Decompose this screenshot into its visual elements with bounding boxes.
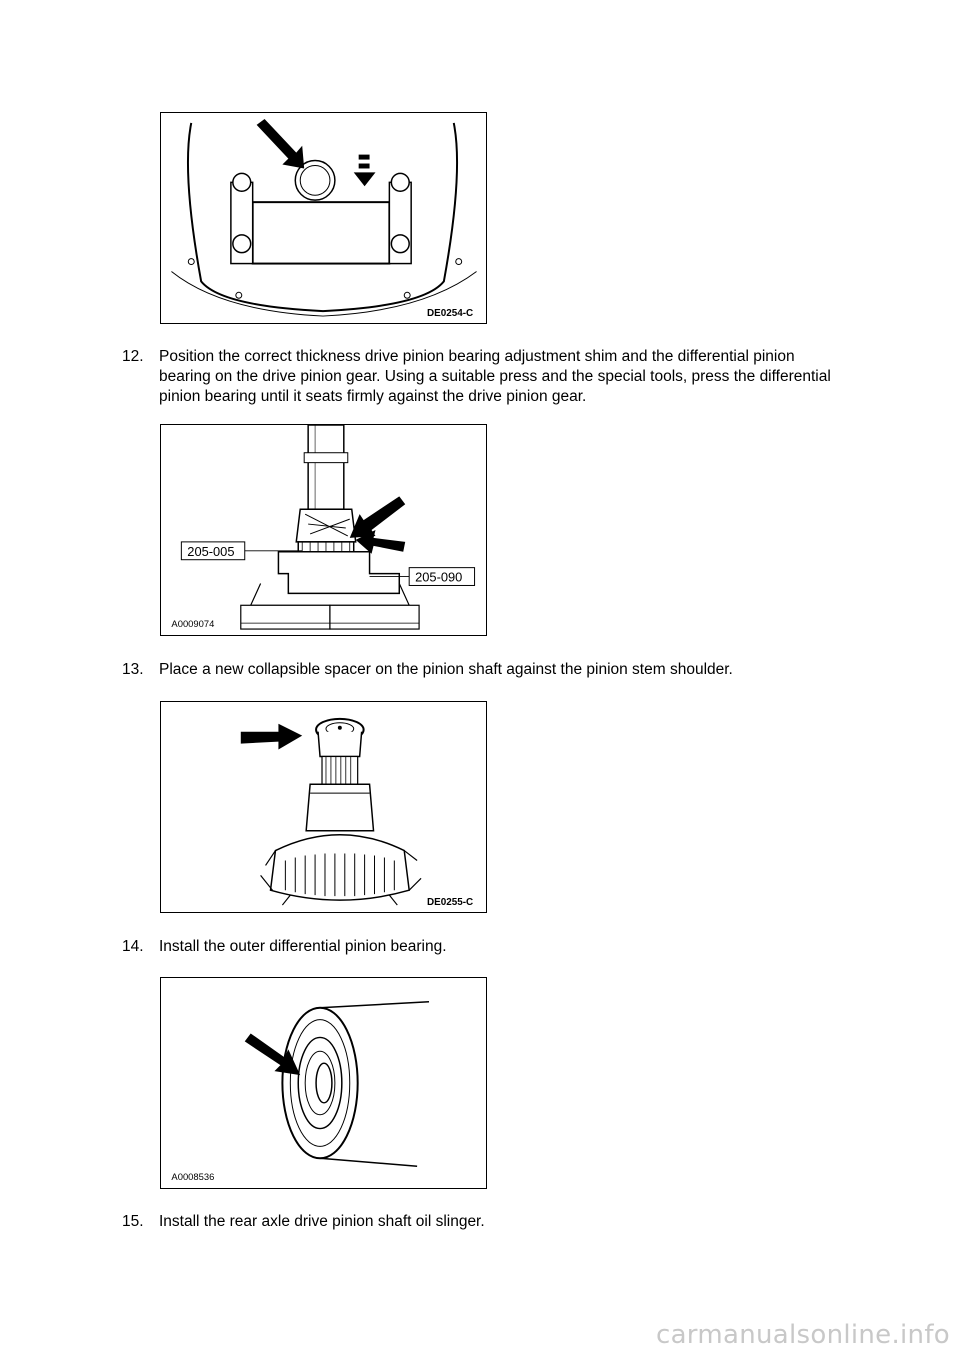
watermark: carmanualsonline.info: [655, 1320, 950, 1350]
arrow-icon: [350, 496, 405, 538]
figure-de0255-c: [160, 701, 487, 913]
pinion-spacer-illustration: [161, 702, 486, 912]
step-text: Position the correct thickness drive pinion bearing adjustment shim and the differential pinion bearing on the drive pinion gear. Using a suitable press and the special tools, press the differential pinion bearing until it seats firmly against the drive pinion gear.: [159, 348, 831, 405]
figure-code: A0009074: [171, 618, 215, 630]
pinion-press-illustration: [161, 425, 486, 635]
tool-callout-205-005: 205-005: [187, 543, 235, 559]
step-number: 13.: [122, 661, 144, 678]
arrow-icon: [257, 119, 305, 169]
step-number: 12.: [122, 348, 144, 365]
figure-a0008536: [160, 977, 487, 1189]
figure-de0254-c: [160, 112, 487, 324]
figure-code: DE0255-C: [427, 897, 474, 909]
pinion-bearing-illustration: [161, 978, 486, 1188]
differential-housing-illustration: [161, 113, 486, 323]
step-text: Install the outer differential pinion bearing.: [159, 938, 447, 955]
figure-code: A0008536: [171, 1171, 215, 1183]
figure-a0009074: [160, 424, 487, 636]
step-text: Place a new collapsible spacer on the pinion shaft against the pinion stem shoulder.: [159, 661, 733, 678]
step-text: Install the rear axle drive pinion shaft oil slinger.: [159, 1213, 485, 1230]
arrow-icon: [241, 724, 302, 750]
step-number: 15.: [122, 1213, 144, 1230]
tool-callout-205-090: 205-090: [415, 569, 463, 585]
press-direction-arrow-icon: [354, 155, 376, 187]
figure-code: DE0254-C: [427, 308, 474, 320]
step-number: 14.: [122, 938, 144, 955]
